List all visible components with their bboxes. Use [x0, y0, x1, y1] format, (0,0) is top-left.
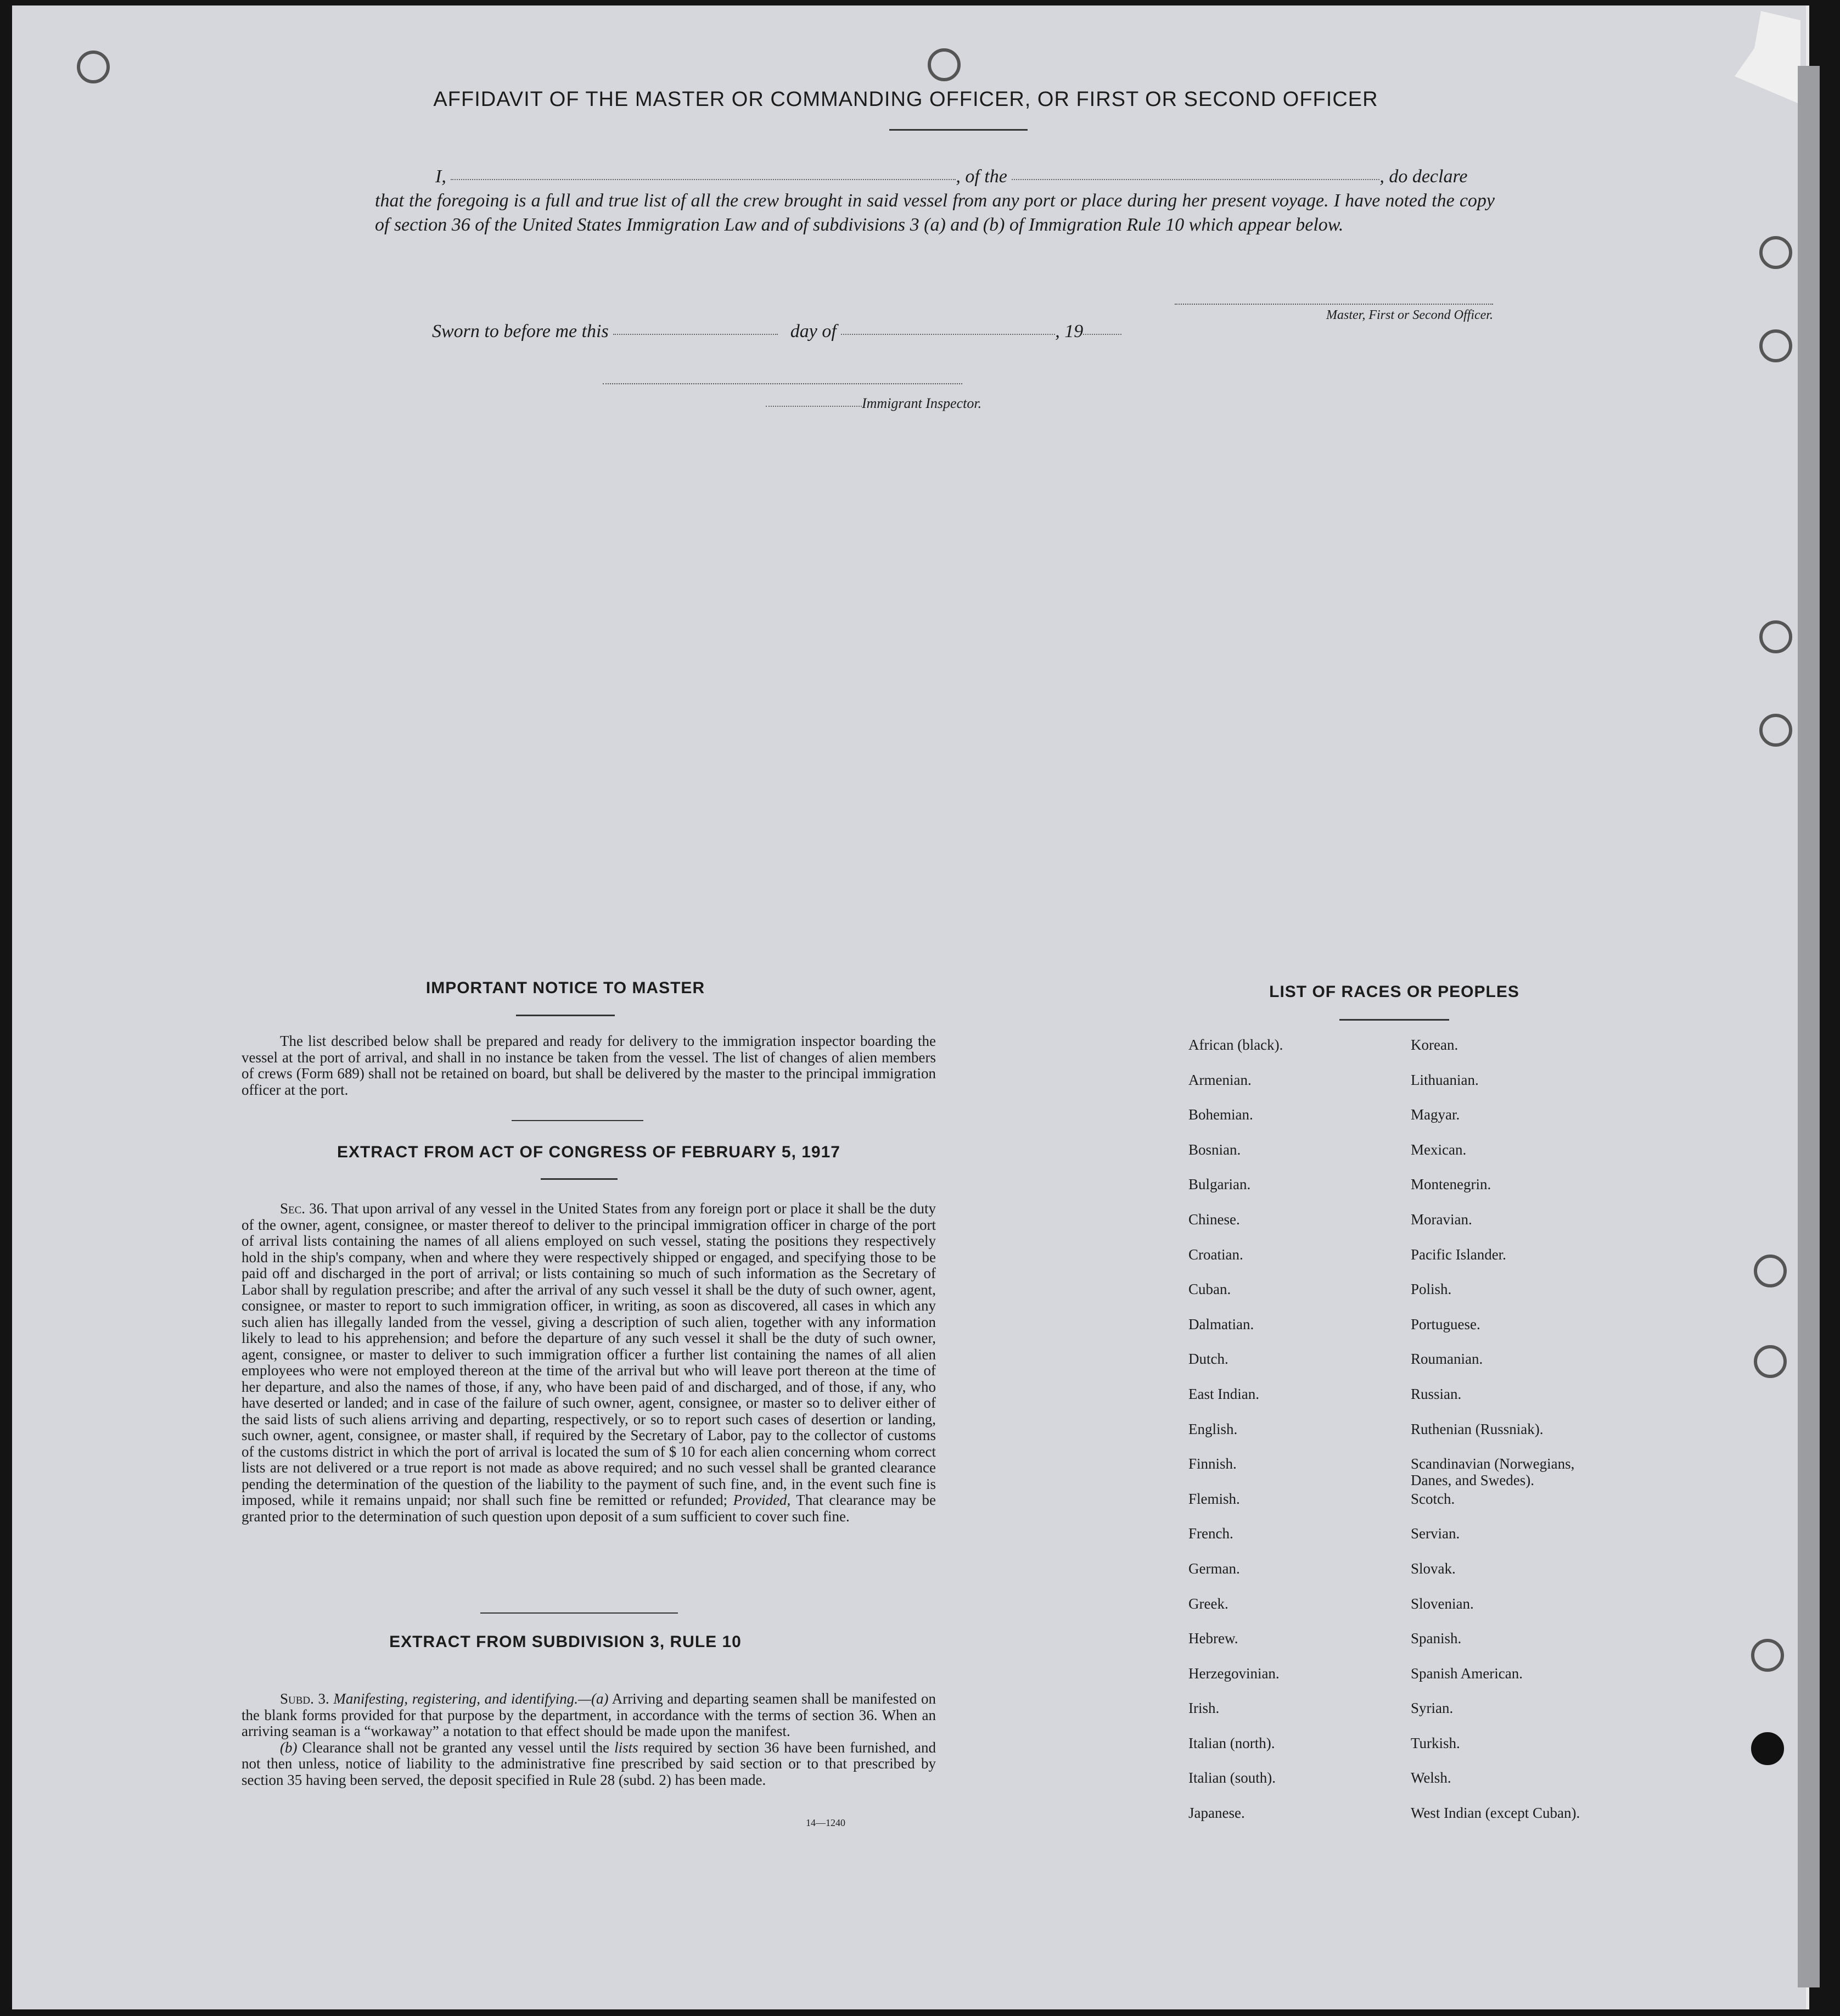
race-item: Japanese.: [1188, 1805, 1245, 1822]
race-item: Ruthenian (Russniak).: [1411, 1420, 1544, 1437]
race-item: Lithuanian.: [1411, 1071, 1479, 1088]
divider: [516, 1015, 615, 1016]
act-heading: EXTRACT FROM ACT OF CONGRESS OF FEBRUARY 5, 1917: [337, 1143, 840, 1161]
race-item: Magyar.: [1411, 1106, 1460, 1123]
of-the-label: , of the: [956, 166, 1007, 187]
race-item: West Indian (except Cuban).: [1411, 1805, 1580, 1822]
torn-corner: [1735, 11, 1800, 104]
race-item: Moravian.: [1411, 1211, 1472, 1228]
do-declare-label: , do declare: [1379, 166, 1468, 187]
race-item: Dalmatian.: [1188, 1315, 1254, 1332]
name-field[interactable]: [451, 176, 956, 180]
race-item: Slovak.: [1411, 1560, 1456, 1577]
rule-text-a: Arriving and departing seamen shall be manifested on the blank forms provided for that purpose by the department, in accordance with the terms of section 36. When an arriving seaman is a “workaway” a notation to that effect should be made upon the manifest.: [242, 1690, 936, 1739]
race-item: Chinese.: [1188, 1211, 1240, 1228]
day-of-label: day of: [790, 321, 837, 341]
race-item: Portuguese.: [1411, 1315, 1480, 1332]
race-item: Irish.: [1188, 1700, 1220, 1717]
inspector-signature-line[interactable]: [603, 383, 962, 384]
provided-label: Provided,: [733, 1492, 791, 1508]
race-item: Syrian.: [1411, 1700, 1454, 1717]
punch-hole: [77, 51, 110, 83]
race-item: Slovenian.: [1411, 1595, 1474, 1612]
race-item: Finnish.: [1188, 1455, 1237, 1472]
divider: [480, 1612, 678, 1614]
act-text: [242, 1201, 936, 1525]
race-item: Italian (north).: [1188, 1734, 1275, 1751]
race-item: French.: [1188, 1525, 1233, 1542]
divider: [1339, 1019, 1449, 1021]
race-item: Herzegovinian.: [1188, 1665, 1280, 1682]
race-item: Pacific Islander.: [1411, 1246, 1506, 1263]
rule-text: [242, 1691, 936, 1788]
races-right-column: [1411, 1037, 1619, 1840]
notice-text: The list described below shall be prepared and ready for delivery to the immigration inspector boarding the vessel at the port of arrival, and shall in no instance be taken from the vessel. The list of changes of alien members of crews (Form 689) shall not be retained on board, but shall be delivered by the master to the principal immigration officer at the port.: [242, 1033, 936, 1098]
race-item: Hebrew.: [1188, 1630, 1238, 1647]
race-item: Armenian.: [1188, 1071, 1252, 1088]
race-item: Cuban.: [1188, 1281, 1231, 1298]
page-edge: [1798, 66, 1820, 1987]
punch-hole: [1754, 1345, 1787, 1378]
divider: [512, 1120, 643, 1121]
lists-word: lists: [614, 1739, 638, 1756]
master-signature-line[interactable]: [1175, 304, 1493, 305]
subd-title: Manifesting, registering, and identifying.—(a): [333, 1690, 609, 1707]
race-item: Scandinavian (Norwegians, Danes, and Swedes).: [1411, 1455, 1575, 1489]
year-prefix: , 19: [1055, 321, 1084, 341]
rule-text-b2: required by section 36 have been furnished, and not then unless, notice of liability to the administrative fine prescribed by said section or to that prescribed by section 35 having been served, the deposit specified in Rule 28 (subd. 2) has been made.: [242, 1739, 936, 1788]
punch-hole: [1754, 1255, 1787, 1287]
race-item: Welsh.: [1411, 1769, 1451, 1787]
punch-hole: [1759, 236, 1792, 269]
race-item: Servian.: [1411, 1525, 1460, 1542]
race-item: Turkish.: [1411, 1734, 1460, 1751]
race-item: Roumanian.: [1411, 1351, 1483, 1368]
punch-hole: [1751, 1639, 1784, 1672]
punch-hole: [1759, 714, 1792, 747]
notice-heading: IMPORTANT NOTICE TO MASTER: [425, 979, 705, 997]
act-text-b: That clearance may be granted prior to the determination of such question upon deposit of a sum sufficient to cover such fine.: [242, 1492, 936, 1525]
sworn-year-field[interactable]: [1083, 331, 1121, 335]
sworn-line: [432, 321, 1121, 342]
race-item: Greek.: [1188, 1595, 1228, 1612]
race-item: Russian.: [1411, 1385, 1462, 1402]
form-number: 14—1240: [806, 1817, 845, 1828]
race-item: Polish.: [1411, 1281, 1452, 1298]
rule-heading: EXTRACT FROM SUBDIVISION 3, RULE 10: [389, 1633, 742, 1651]
sec-label: Sec. 36.: [280, 1200, 328, 1217]
race-item: Flemish.: [1188, 1490, 1240, 1507]
sworn-day-field[interactable]: [613, 331, 778, 335]
race-item: English.: [1188, 1420, 1238, 1437]
punch-hole: [1759, 620, 1792, 653]
race-item: Scotch.: [1411, 1490, 1455, 1507]
races-heading: LIST OF RACES OR PEOPLES: [1269, 983, 1519, 1001]
race-item: Spanish American.: [1411, 1665, 1523, 1682]
vessel-field[interactable]: [1012, 176, 1379, 180]
subd-label: Subd. 3.: [280, 1690, 329, 1707]
race-item: Croatian.: [1188, 1246, 1243, 1263]
punch-hole: [1759, 329, 1792, 362]
master-signature: [1175, 304, 1493, 323]
sworn-prefix: Sworn to before me this: [432, 321, 609, 341]
inspector-label: Immigrant Inspector.: [862, 395, 982, 411]
b-label: (b): [280, 1739, 298, 1756]
inspector-signature: [766, 395, 981, 412]
act-text-a: That upon arrival of any vessel in the United States from any foreign port or place it shall be the duty of the owner, agent, consignee, or master thereof to deliver to the principal immigration officer in charge of the port of arrival lists containing the names of all aliens employed on such vessel, stating the positions they respectively hold in the ship's company, when and where they were respectively shipped or engaged, and specifying those to be paid off and discharged in the port of arrival; or lists containing so much of such information as the Secretary of Labor shall by regulation prescribe; and after the arrival of any such vessel it shall be the duty of such owner, agent, consignee, or master to report to such immigration officer, in writing, as soon as discovered, all cases in which any such alien has illegally landed from the vessel, giving a description of such alien, together with any information likely to lead to his apprehension; and before the departure of any such vessel it shall be the duty of such owner, agent, consignee, or master to deliver to such immigration officer a further list containing the names of all alien employees who were not employed thereon at the time of the arrival but who will leave port thereon at the time of her departure, and also the names of those, if any, who have been paid of and discharged, and of those, if any, who have deserted or landed; and in case of the failure of such owner, agent, consignee, or master so to deliver either of the said lists of such aliens arriving and departing, respectively, or so to report such cases of desertion or landing, such owner, agent, consignee, or master shall, if required by the Secretary of Labor, pay to the collector of customs of the customs district in which the port of arrival is located the sum of $ 10 for each alien concerning whom correct lists are not delivered or a true report is not made as above required; and no such vessel shall be granted clearance pending the determination of the question of the liability to the payment of such fine, and, in the event such fine is imposed, while it remains unpaid; nor shall such fine be remitted or refunded;: [242, 1200, 936, 1508]
i-label: I,: [435, 166, 446, 187]
race-item: East Indian.: [1188, 1385, 1259, 1402]
race-item: Spanish.: [1411, 1630, 1462, 1647]
divider: [889, 129, 1028, 131]
race-item: Bosnian.: [1188, 1141, 1241, 1158]
race-item: Dutch.: [1188, 1351, 1228, 1368]
punch-hole: [928, 48, 961, 81]
race-item: Korean.: [1411, 1037, 1458, 1053]
punch-hole: [1751, 1732, 1784, 1765]
race-item: Bohemian.: [1188, 1106, 1253, 1123]
affidavit-title: AFFIDAVIT OF THE MASTER OR COMMANDING OFFICER, OR FIRST OR SECOND OFFICER: [433, 88, 1378, 111]
races-left-column: [1188, 1037, 1397, 1840]
master-label: Master, First or Second Officer.: [1326, 308, 1493, 322]
race-item: African (black).: [1188, 1037, 1283, 1053]
race-item: Bulgarian.: [1188, 1176, 1251, 1193]
divider: [541, 1178, 618, 1180]
declaration-text: that the foregoing is a full and true list of all the crew brought in said vessel from any port or place during her present voyage. I have noted the copy of section 36 of the United States Immigration Law and of subdivisions 3 (a) and (b) of Immigration Rule 10 which appear below.: [375, 191, 1495, 235]
race-item: Montenegrin.: [1411, 1176, 1491, 1193]
race-item: Italian (south).: [1188, 1769, 1276, 1787]
sworn-month-field[interactable]: [841, 331, 1055, 335]
race-item: Mexican.: [1411, 1141, 1467, 1158]
declaration-block: [375, 165, 1495, 237]
rule-text-b1: Clearance shall not be granted any vessel until the: [302, 1739, 610, 1756]
race-item: German.: [1188, 1560, 1240, 1577]
